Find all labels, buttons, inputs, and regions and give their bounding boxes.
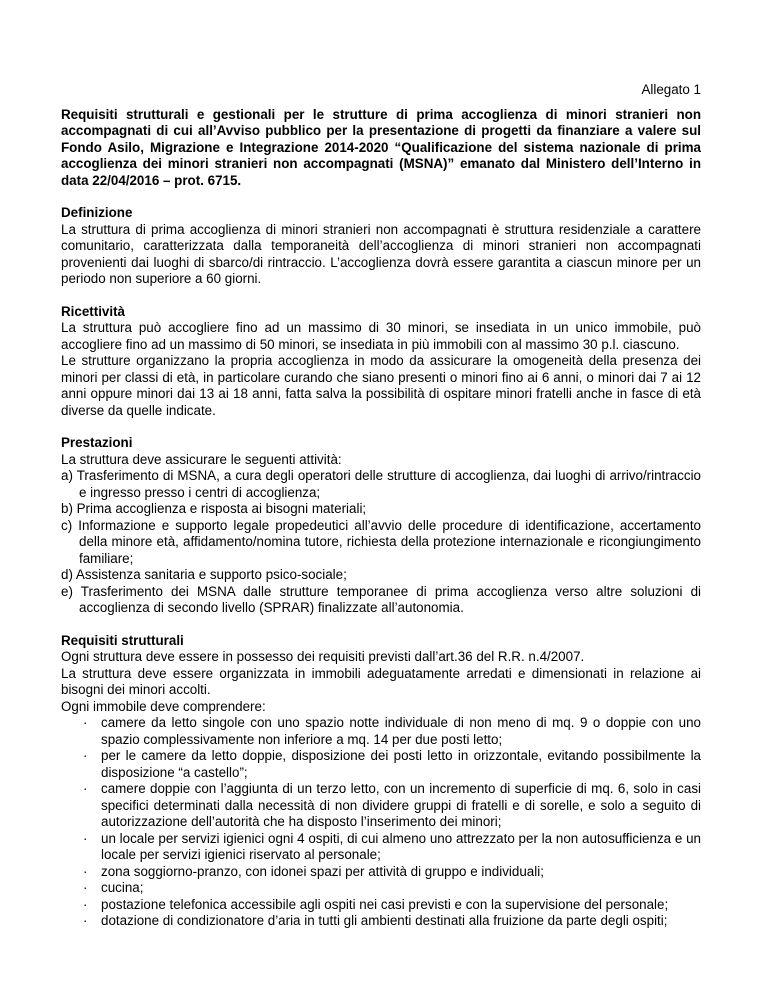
allegato-label: Allegato 1 xyxy=(641,82,701,97)
list-item xyxy=(83,781,701,831)
bullet-icon: · xyxy=(83,830,88,846)
requisiti-paragraph: Ogni immobile deve comprendere: xyxy=(61,698,266,714)
bullet-icon: · xyxy=(83,748,88,763)
list-item xyxy=(83,913,701,930)
list-item: a) Trasferimento di MSNA, a cura degli operatori delle strutture di accoglienza, dai luoghi di arrivo/rintraccio e ingresso presso i centri di accoglienza; xyxy=(61,468,701,500)
section-ricettivita xyxy=(61,304,701,420)
list-item-text: camere da letto singole con uno spazio notte individuale di non meno di mq. 9 o doppie con uno spazio complessivamente non inferiore a mq. 14 per due posti letto; xyxy=(101,715,701,747)
prestazioni-heading: Prestazioni xyxy=(61,435,133,450)
bullet-icon: · xyxy=(83,863,88,879)
document-page xyxy=(61,82,701,946)
bullet-icon: · xyxy=(83,896,88,912)
list-item xyxy=(83,831,701,864)
list-item-text: cucina; xyxy=(101,880,144,895)
list-item-text: camere doppie con l’aggiunta di un terzo letto, con un incremento di superficie di mq. 6, solo in casi specifici determinati dalla necessità di non dividere gruppi di fratelli e di sorelle, e solo a seguito di autorizzazione dell’autorità che ha disposto l’inserimento dei minori; xyxy=(101,781,701,829)
requisiti-paragraph: La struttura deve essere organizzata in immobili adeguatamente arredati e dimensionati in relazione ai bisogni dei minori accolti. xyxy=(61,665,701,697)
list-item xyxy=(83,880,701,897)
list-item xyxy=(83,748,701,781)
list-item-text: postazione telefonica accessibile agli ospiti nei casi previsti e con la supervisione del personale; xyxy=(101,896,669,912)
bullet-icon: · xyxy=(83,880,88,895)
requisiti-paragraph: Ogni struttura deve essere in possesso dei requisiti previsti dall’art.36 del R.R. n.4/2007. xyxy=(61,649,585,664)
prestazioni-intro: La struttura deve assicurare le seguenti attività: xyxy=(61,451,342,467)
list-item xyxy=(83,715,701,748)
list-item xyxy=(83,864,701,881)
document-title: Requisiti strutturali e gestionali per le strutture di prima accoglienza di minori stranieri non accompagnati di cui all’Avviso pubblico per la presentazione di progetti da finanziare a valere sul Fondo Asilo, Migrazione e Integrazione 2014-2020 “Qualificazione del sistema nazionale di prima accoglienza dei minori stranieri non accompagnati (MSNA)” emanato dal Ministero dell’Interno in data 22/04/2016 – prot. 6715. xyxy=(61,106,701,188)
ricettivita-paragraph: La struttura può accogliere fino ad un massimo di 30 minori, se insediata in un unico immobile, può accogliere fino ad un massimo di 50 minori, se insediata in più immobili con al massimo 30 p.l. ciascuno. xyxy=(61,320,701,352)
list-item: e) Trasferimento dei MSNA dalle strutture temporanee di prima accoglienza verso altre soluzioni di accoglienza di secondo livello (SPRAR) finalizzate all’autonomia. xyxy=(61,583,701,615)
section-prestazioni xyxy=(61,435,701,617)
definizione-text: La struttura di prima accoglienza di minori stranieri non accompagnati è struttura residenziale a carattere comunitario, caratterizzata dalla temporaneità dell’accoglienza di minori stranieri non accompagnati provenienti dai luoghi di sbarco/di rintraccio. L’accoglienza dovrà essere garantita a ciascun minore per un periodo non superiore a 60 giorni. xyxy=(61,221,701,286)
ricettivita-heading: Ricettività xyxy=(61,303,125,319)
section-requisiti xyxy=(61,633,701,930)
ricettivita-paragraph: Le strutture organizzano la propria accoglienza in modo da assicurare la omogeneità della presenza dei minori per classi di età, in particolare curando che siano presenti o minori fino ai 6 anni, o minori dai 7 ai 12 anni oppure minori dai 13 ai 18 anni, fatta salva la possibilità di ospitare minori fratelli anche in fasce di età diverse da quelle indicate. xyxy=(61,353,701,418)
list-item-text: zona soggiorno-pranzo, con idonei spazi per attività di gruppo e individuali; xyxy=(101,863,544,879)
list-item: b) Prima accoglienza e risposta ai bisogni materiali; xyxy=(61,501,367,516)
prestazioni-list xyxy=(61,468,701,617)
list-item-text: un locale per servizi igienici ogni 4 ospiti, di cui almeno uno attrezzato per la non autosufficienza e un locale per servizi igienici riservato al personale; xyxy=(101,830,701,862)
section-definizione xyxy=(61,205,701,288)
bullet-icon: · xyxy=(83,715,88,730)
list-item-text: per le camere da letto doppie, disposizione dei posti letto in orizzontale, evitando possibilmente la disposizione “a castello”; xyxy=(101,748,701,780)
list-item: c) Informazione e supporto legale propedeutici all’avvio delle procedure di identificazione, accertamento della minore età, affidamento/nomina tutore, richiesta della protezione internazionale e ricongiungimento familiare; xyxy=(61,517,701,566)
bullet-icon: · xyxy=(83,781,88,796)
list-item: d) Assistenza sanitaria e supporto psico-sociale; xyxy=(61,567,347,582)
list-item-text: dotazione di condizionatore d’aria in tutti gli ambienti destinati alla fruizione da parte degli ospiti; xyxy=(101,913,668,928)
definizione-heading: Definizione xyxy=(61,205,133,220)
list-item xyxy=(83,897,701,914)
requisiti-heading: Requisiti strutturali xyxy=(61,632,184,648)
bullet-icon: · xyxy=(83,913,88,928)
requisiti-list xyxy=(61,715,701,930)
